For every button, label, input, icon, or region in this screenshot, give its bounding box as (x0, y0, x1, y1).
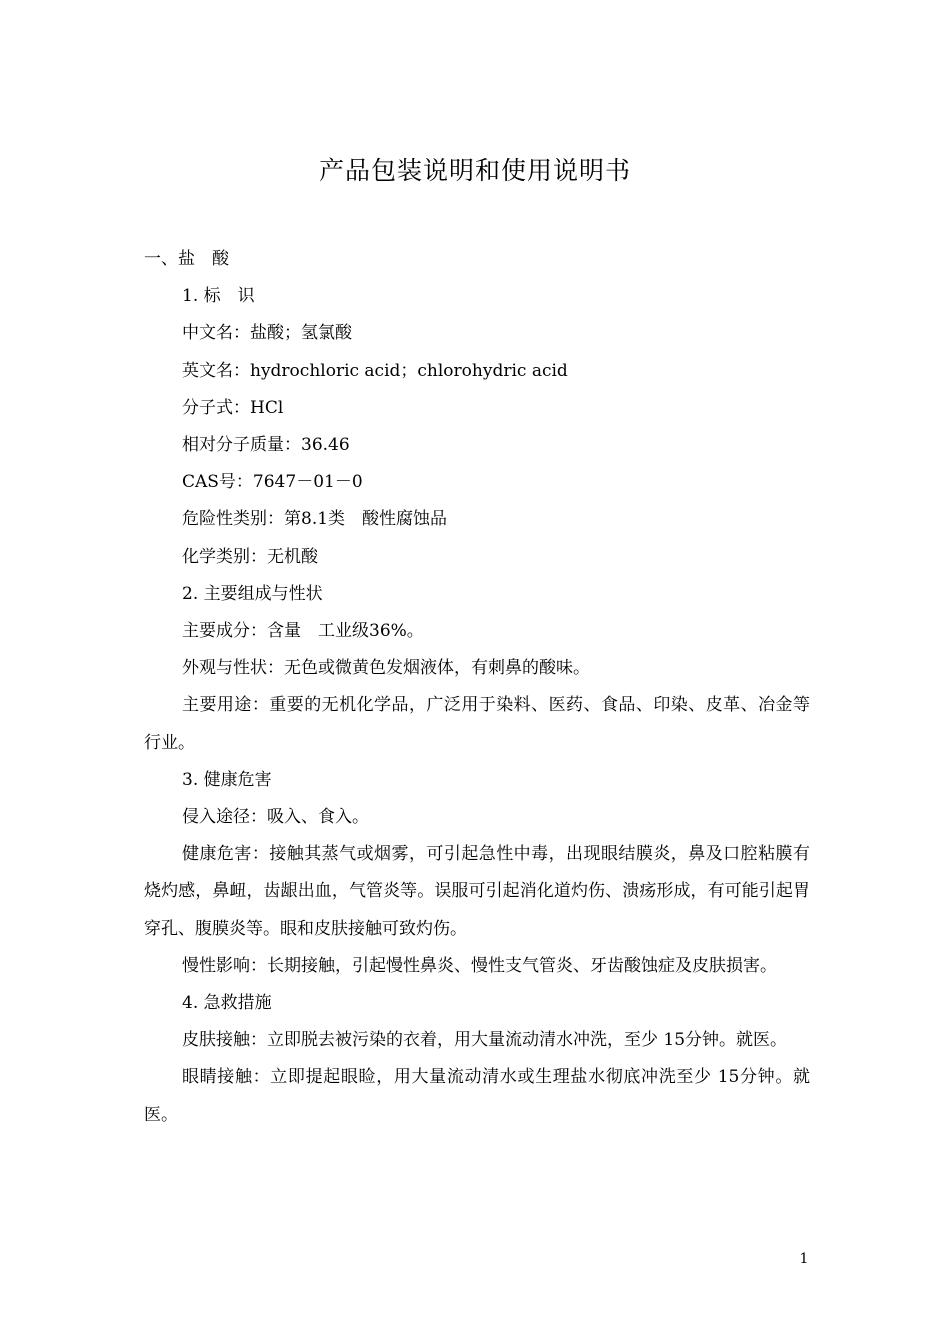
section-heading-hydrochloric-acid: 一、盐 酸 (144, 249, 229, 269)
eye-contact-paragraph: 眼睛接触：立即提起眼睑，用大量流动清水或生理盐水彻底冲洗至少 15分钟。就医。 (144, 1067, 810, 1125)
document-body (144, 241, 810, 1134)
molecular-formula: 分子式：HCl (182, 397, 284, 418)
main-component: 主要成分：含量 工业级36%。 (182, 621, 424, 642)
cas-number: CAS号：7647－01－0 (182, 472, 363, 493)
chinese-name: 中文名：盐酸；氢氯酸 (182, 323, 352, 344)
subheading-health-hazard: 3. 健康危害 (182, 769, 272, 790)
english-name: 英文名：hydrochloric acid；chlorohydric acid (182, 360, 568, 381)
subheading-composition: 2. 主要组成与性状 (182, 583, 323, 604)
molecular-weight: 相对分子质量：36.46 (182, 435, 350, 456)
skin-contact-paragraph: 皮肤接触：立即脱去被污染的衣着，用大量流动清水冲洗，至少 15分钟。就医。 (182, 1030, 788, 1051)
chemical-class: 化学类别：无机酸 (182, 546, 318, 567)
page-title: 产品包装说明和使用说明书 (318, 156, 631, 185)
health-hazard-paragraph: 健康危害：接触其蒸气或烟雾，可引起急性中毒，出现眼结膜炎，鼻及口腔粘膜有烧灼感，鼻衄，齿龈出血，气管炎等。误服可引起消化道灼伤、溃疡形成，有可能引起胃穿孔、腹膜炎等。眼和皮肤接触可致灼伤。 (144, 844, 810, 939)
main-use-paragraph: 主要用途：重要的无机化学品，广泛用于染料、医药、食品、印染、皮革、冶金等行业。 (144, 695, 810, 753)
appearance: 外观与性状：无色或微黄色发烟液体，有刺鼻的酸味。 (182, 658, 590, 679)
page-number: 1 (799, 1251, 809, 1267)
subheading-identification: 1. 标 识 (182, 286, 255, 307)
subheading-first-aid: 4. 急救措施 (182, 993, 272, 1014)
route-of-entry: 侵入途径：吸入、食入。 (182, 807, 369, 828)
hazard-class: 危险性类别：第8.1类 酸性腐蚀品 (182, 509, 448, 530)
chronic-effect-paragraph: 慢性影响：长期接触，引起慢性鼻炎、慢性支气管炎、牙齿酸蚀症及皮肤损害。 (182, 955, 777, 976)
